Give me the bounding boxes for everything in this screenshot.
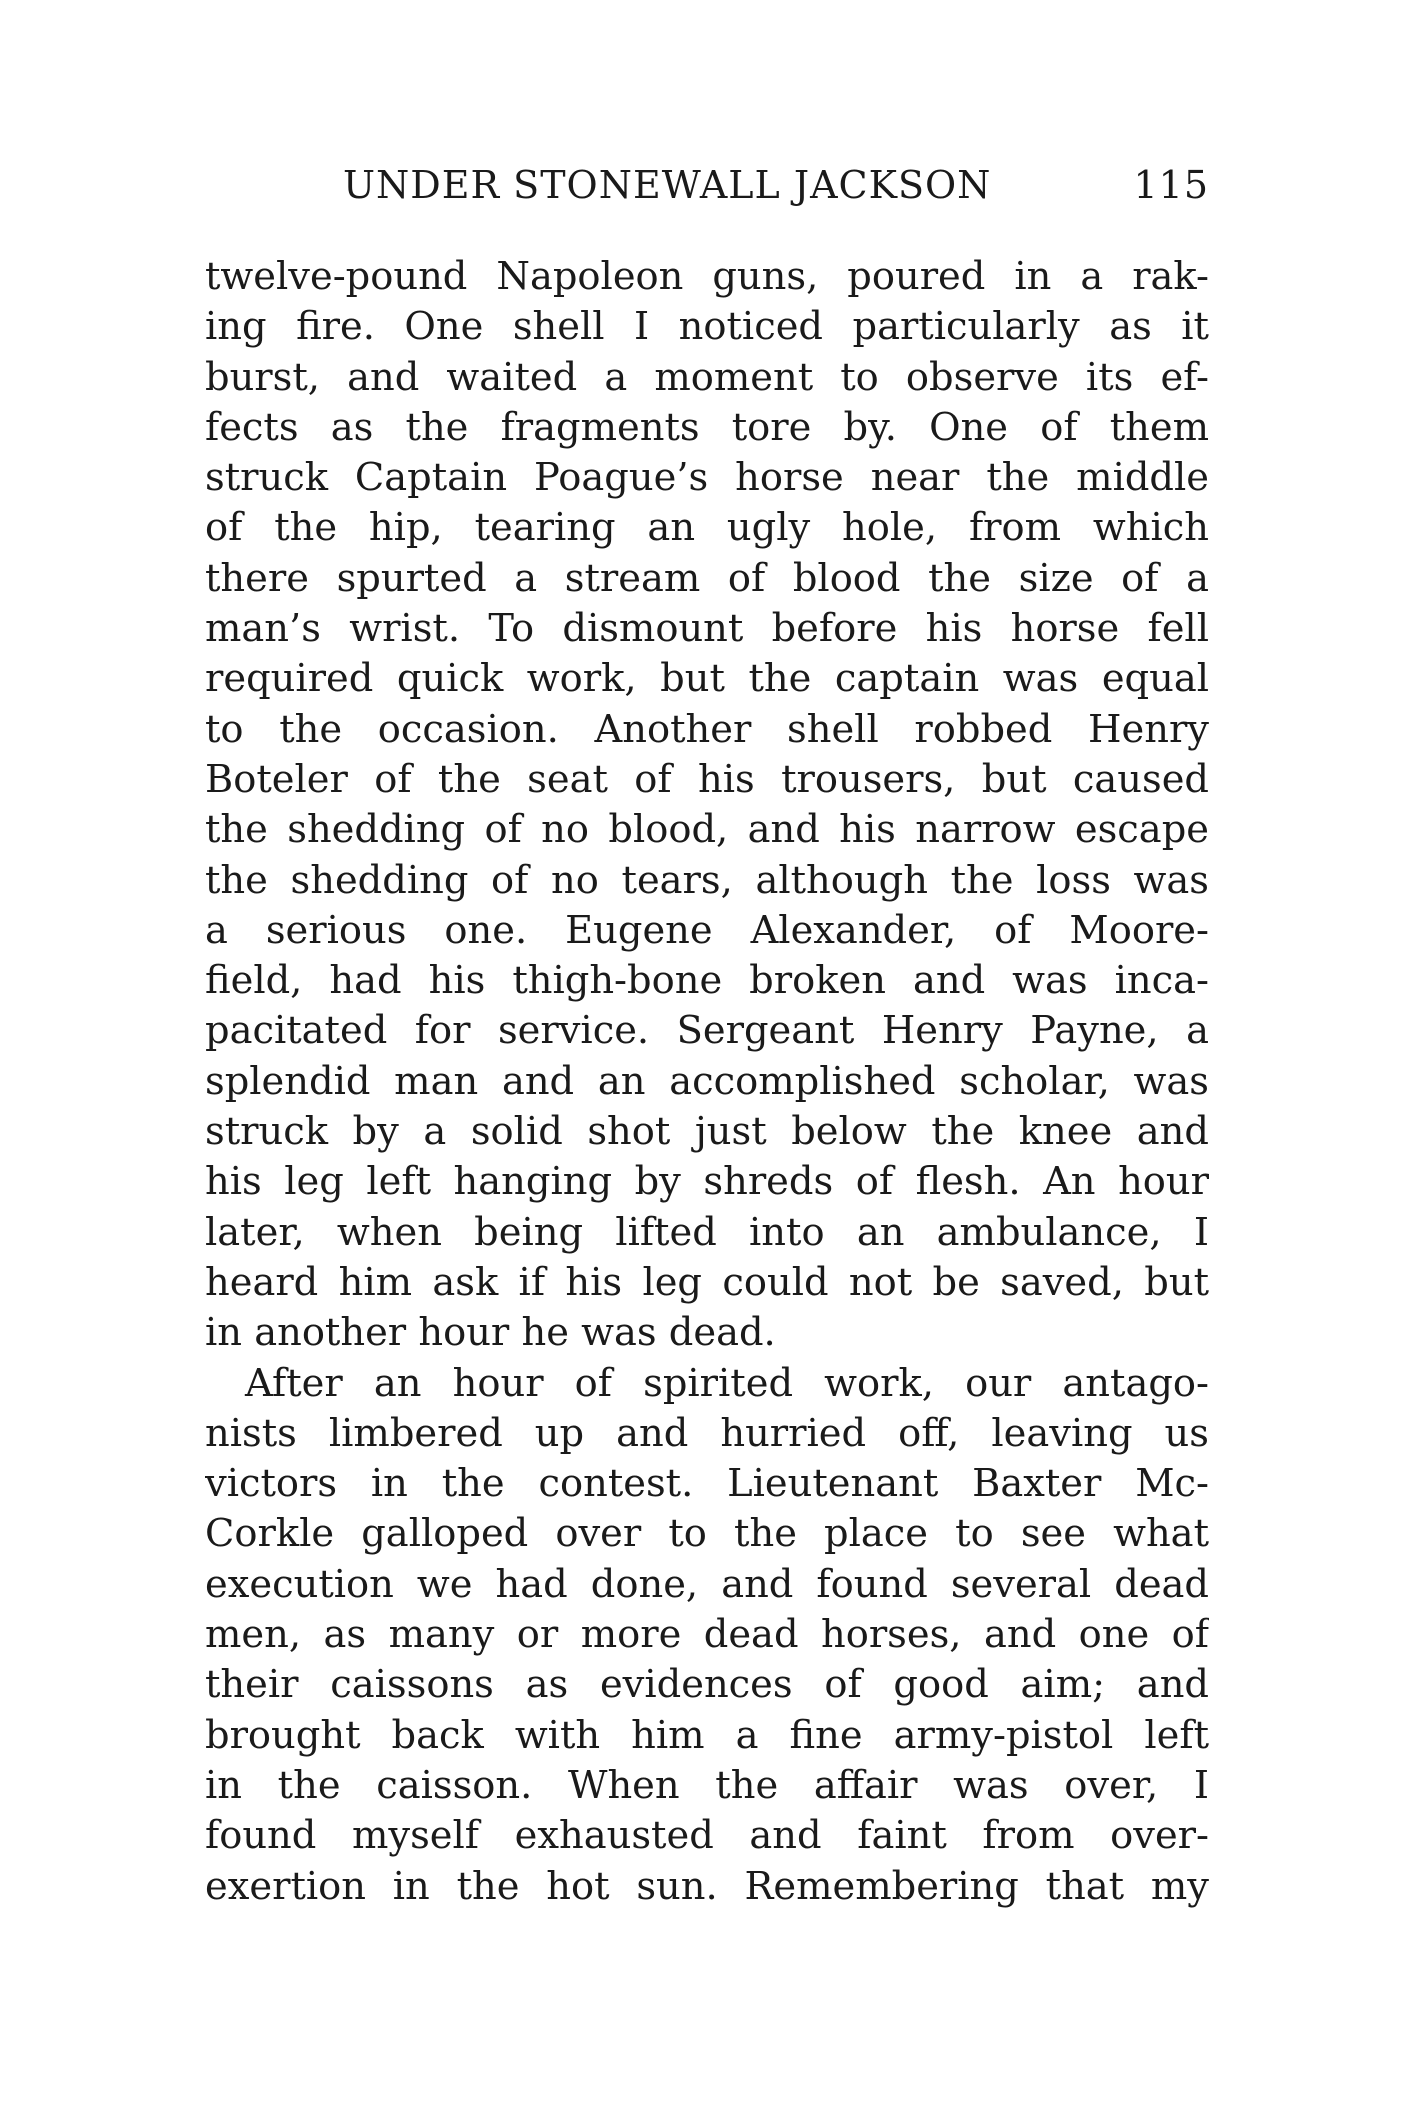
text-line: field, had his thigh-bone broken and was inca-	[205, 958, 1209, 1004]
text-line: men, as many or more dead horses, and one of	[205, 1612, 1209, 1658]
text-line: struck Captain Poague’s horse near the middle	[205, 455, 1209, 501]
text-line: execution we had done, and found several dead	[205, 1561, 1209, 1607]
text-line: Corkle galloped over to the place to see what	[205, 1511, 1209, 1557]
text-line: found myself exhausted and faint from over-	[205, 1813, 1209, 1859]
running-head	[343, 155, 1209, 215]
text-line: pacitated for service. Sergeant Henry Payne, a	[205, 1008, 1209, 1054]
paragraph-end-line: in another hour he was dead.	[205, 1310, 776, 1356]
text-line: of the hip, tearing an ugly hole, from which	[205, 505, 1209, 551]
text-line: nists limbered up and hurried off, leaving us	[205, 1410, 1209, 1456]
text-line: a serious one. Eugene Alexander, of Moore-	[205, 907, 1209, 953]
text-line: brought back with him a fine army-pistol left	[205, 1712, 1209, 1758]
text-line: later, when being lifted into an ambulance, I	[205, 1209, 1209, 1255]
text-line: struck by a solid shot just below the knee and	[205, 1109, 1209, 1155]
text-line: to the occasion. Another shell robbed Henry	[205, 706, 1209, 752]
text-line: required quick work, but the captain was equal	[205, 656, 1209, 702]
text-line: fects as the fragments tore by. One of them	[205, 404, 1209, 450]
text-line: their caissons as evidences of good aim; and	[205, 1662, 1209, 1708]
text-line: man’s wrist. To dismount before his horse fell	[205, 606, 1209, 652]
text-line: burst, and waited a moment to observe its ef-	[205, 354, 1209, 400]
text-line: there spurted a stream of blood the size of a	[205, 555, 1209, 601]
paragraph-start-line: After an hour of spirited work, our antago-	[245, 1360, 1209, 1406]
text-line: ing fire. One shell I noticed particularly as it	[205, 304, 1209, 350]
text-line: his leg left hanging by shreds of flesh. An hour	[205, 1159, 1209, 1205]
text-line: heard him ask if his leg could not be saved, but	[205, 1259, 1209, 1305]
text-line: in the caisson. When the affair was over, I	[205, 1762, 1209, 1808]
text-line: splendid man and an accomplished scholar, was	[205, 1058, 1209, 1104]
text-line: victors in the contest. Lieutenant Baxter Mc-	[205, 1461, 1209, 1507]
running-title: UNDER STONEWALL JACKSON	[343, 163, 992, 207]
text-line: Boteler of the seat of his trousers, but caused	[205, 756, 1209, 802]
text-line: exertion in the hot sun. Remembering that my	[205, 1863, 1209, 1909]
text-line: the shedding of no blood, and his narrow escape	[205, 807, 1209, 853]
body-text	[205, 252, 1209, 1912]
text-line: twelve-pound Napoleon guns, poured in a rak-	[205, 254, 1209, 299]
page-number: 115	[1133, 163, 1209, 207]
text-line: the shedding of no tears, although the loss was	[205, 857, 1209, 903]
